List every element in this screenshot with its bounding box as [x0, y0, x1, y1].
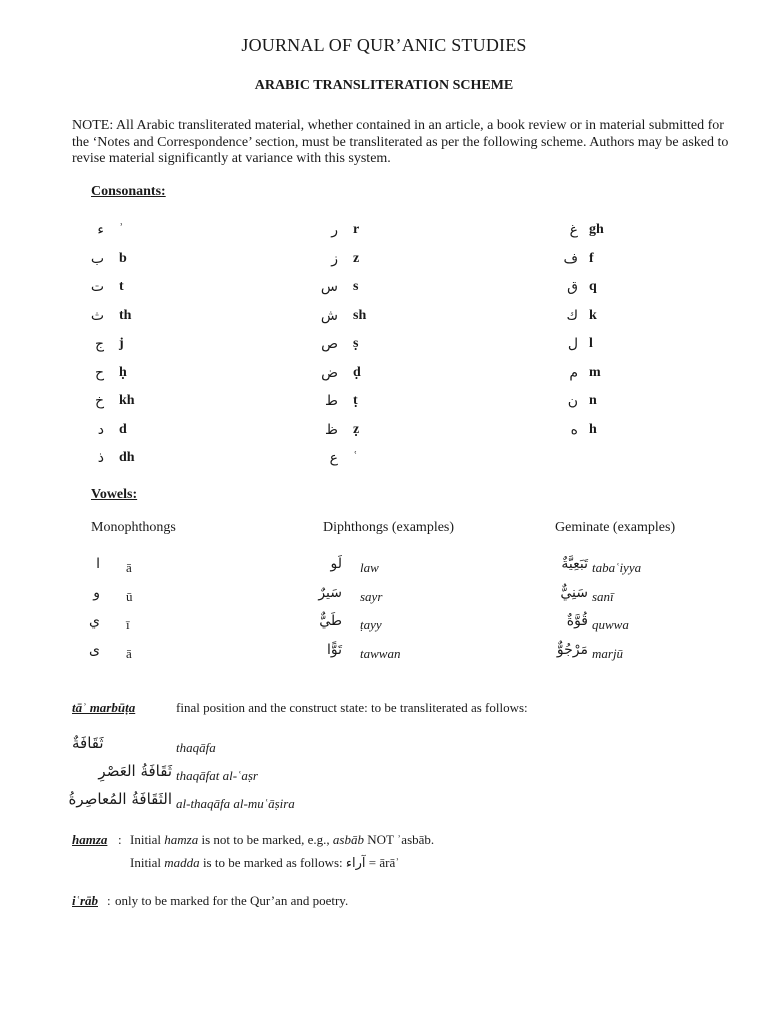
consonants-heading: Consonants:	[91, 184, 166, 199]
consonant-arabic: ت	[90, 279, 104, 295]
hamza-rule-2-term: madda	[164, 855, 200, 870]
consonant-arabic: د	[97, 421, 104, 438]
consonant-transliteration: ḍ	[353, 364, 361, 380]
hamza-rule-2-mid: is to be marked as follows:	[199, 855, 346, 870]
consonant-transliteration: t	[119, 279, 124, 294]
consonant-arabic: ش	[320, 307, 338, 324]
consonant-arabic: س	[320, 279, 338, 295]
monophthong-arabic: ى	[89, 641, 100, 658]
diphthong-transliteration: sayr	[360, 588, 383, 604]
consonant-arabic: ه	[570, 421, 578, 438]
consonant-transliteration: k	[589, 307, 597, 323]
consonant-transliteration: dh	[119, 450, 135, 465]
consonant-arabic: غ	[569, 222, 578, 238]
marbuta-description: final position and the construct state: to be transliterated as follows:	[176, 700, 528, 715]
hamza-rule-2	[130, 855, 400, 871]
hamza-rule-1-term: hamza	[164, 832, 199, 847]
irab-label: iʿrāb	[72, 893, 98, 908]
consonant-transliteration: gh	[589, 222, 604, 237]
consonant-transliteration: l	[589, 336, 593, 351]
hamza-rule-2-arabic: آراء	[345, 856, 366, 871]
marbuta-example-lat: thaqāfa	[176, 740, 216, 755]
hamza-rule-2-post: = ārāʾ	[365, 855, 400, 870]
consonant-arabic: ر	[331, 222, 338, 238]
monophthong-transliteration: ī	[126, 617, 130, 632]
geminate-heading: Geminate (examples)	[555, 520, 676, 535]
monophthongs-heading: Monophthongs	[91, 520, 176, 535]
consonant-transliteration: ṣ	[353, 336, 359, 351]
geminate-arabic: تَبَعِيَّةٌ	[561, 556, 588, 572]
consonant-transliteration: ʿ	[353, 450, 358, 465]
diphthong-transliteration: law	[360, 560, 379, 575]
consonant-transliteration: h	[589, 421, 597, 437]
consonant-arabic: ل	[567, 336, 578, 352]
consonant-transliteration: kh	[119, 393, 135, 408]
monophthong-transliteration: ā	[126, 645, 132, 661]
geminate-transliteration: tabaʿiyya	[592, 560, 642, 575]
marbuta-example-lat: thaqāfat al-ʿaṣr	[176, 768, 258, 783]
consonant-transliteration: j	[119, 336, 124, 351]
consonant-arabic: ء	[97, 222, 104, 238]
consonant-transliteration: b	[119, 250, 127, 266]
consonant-transliteration: ʾ	[119, 222, 124, 237]
diphthong-arabic: تَوًّا	[326, 641, 342, 658]
consonant-arabic: ك	[566, 307, 578, 324]
diphthong-transliteration: tawwan	[360, 645, 401, 661]
hamza-rule-1-pre: Initial	[130, 832, 165, 847]
consonant-transliteration: z	[353, 250, 360, 266]
marbuta-example-lat: al-thaqāfa al-muʿāṣira	[176, 796, 295, 811]
consonant-arabic: ب	[90, 250, 104, 267]
consonant-arabic: ن	[567, 393, 578, 409]
consonant-transliteration: r	[353, 222, 360, 237]
hamza-label: hamza	[72, 832, 108, 847]
consonant-arabic: ح	[94, 364, 104, 381]
consonant-arabic: ع	[329, 450, 338, 466]
consonant-arabic: ق	[567, 279, 578, 295]
consonant-arabic: ص	[321, 336, 338, 352]
diphthong-arabic: طَيٌّ	[319, 613, 342, 629]
hamza-colon: :	[118, 832, 122, 847]
monophthong-transliteration: ā	[126, 560, 132, 575]
diphthong-arabic: سَيرٌ	[318, 584, 342, 601]
marbuta-example-ar: ثَقَافَةٌ	[72, 734, 104, 752]
consonant-arabic: ف	[563, 250, 578, 267]
geminate-transliteration: marjū	[592, 645, 624, 661]
hamza-rule-2-pre: Initial	[130, 855, 165, 870]
consonant-transliteration: m	[589, 364, 601, 380]
consonant-arabic: ظ	[325, 421, 338, 438]
monophthong-arabic: و	[93, 584, 100, 601]
irab-colon: :	[107, 893, 111, 908]
consonant-transliteration: f	[589, 250, 594, 266]
hamza-rule-1-example: asbāb	[332, 832, 364, 847]
consonant-transliteration: ẓ	[353, 421, 360, 437]
vowels-heading: Vowels:	[91, 487, 138, 502]
consonant-transliteration: s	[353, 279, 359, 294]
hamza-rule-1-mid: is not to be marked, e.g.,	[198, 832, 333, 847]
marbuta-example-ar: الثَقَافَةُ المُعاصِرةُ	[68, 790, 172, 808]
page-subtitle: ARABIC TRANSLITERATION SCHEME	[254, 78, 514, 93]
consonant-arabic: ض	[321, 364, 338, 381]
consonant-transliteration: n	[589, 393, 597, 408]
monophthong-arabic: ي	[89, 613, 100, 629]
consonant-transliteration: d	[119, 421, 127, 437]
hamza-rule-1	[130, 832, 434, 848]
consonant-transliteration: th	[119, 307, 132, 323]
consonant-transliteration: ḥ	[119, 364, 127, 380]
note-paragraph: NOTE: All Arabic transliterated material, whether contained in an article, a book review or in material submitted for the ‘Notes and Correspondence’ section, must be transliterated as per the following scheme. Authors may be asked to revise material significantly at variance with this system.	[72, 118, 729, 166]
monophthong-arabic: ا	[96, 556, 100, 572]
diphthong-transliteration: ṭayy	[360, 617, 382, 632]
diphthong-arabic: لَو	[330, 556, 342, 572]
consonant-transliteration: sh	[353, 307, 367, 323]
consonant-arabic: ج	[94, 336, 104, 352]
geminate-arabic: مَرْجُوٌّ	[556, 641, 588, 658]
consonant-arabic: ز	[331, 250, 338, 267]
consonant-transliteration: q	[589, 279, 597, 294]
diphthongs-heading: Diphthongs (examples)	[323, 520, 455, 535]
consonant-arabic: ذ	[97, 450, 104, 466]
consonant-arabic: ث	[90, 307, 104, 324]
marbuta-label: tāʾ marbūṭa	[72, 700, 136, 715]
page-title: JOURNAL OF QUR’ANIC STUDIES	[241, 35, 527, 55]
consonant-arabic: م	[569, 364, 578, 381]
monophthong-transliteration: ū	[126, 588, 133, 604]
geminate-arabic: قُوَّةٌ	[566, 613, 588, 629]
marbuta-example-ar: ثَقَافَةُ العَصْرِ	[98, 762, 172, 780]
consonant-arabic: خ	[94, 393, 104, 409]
geminate-transliteration: quwwa	[592, 617, 629, 632]
geminate-arabic: سَنِيٌّ	[560, 584, 588, 601]
consonant-arabic: ط	[325, 393, 338, 409]
hamza-rule-1-post: NOT ʾasbāb.	[363, 832, 435, 847]
irab-description: only to be marked for the Qur’an and poetry.	[115, 893, 349, 908]
consonant-transliteration: ṭ	[353, 393, 358, 408]
geminate-transliteration: sanī	[592, 588, 614, 604]
